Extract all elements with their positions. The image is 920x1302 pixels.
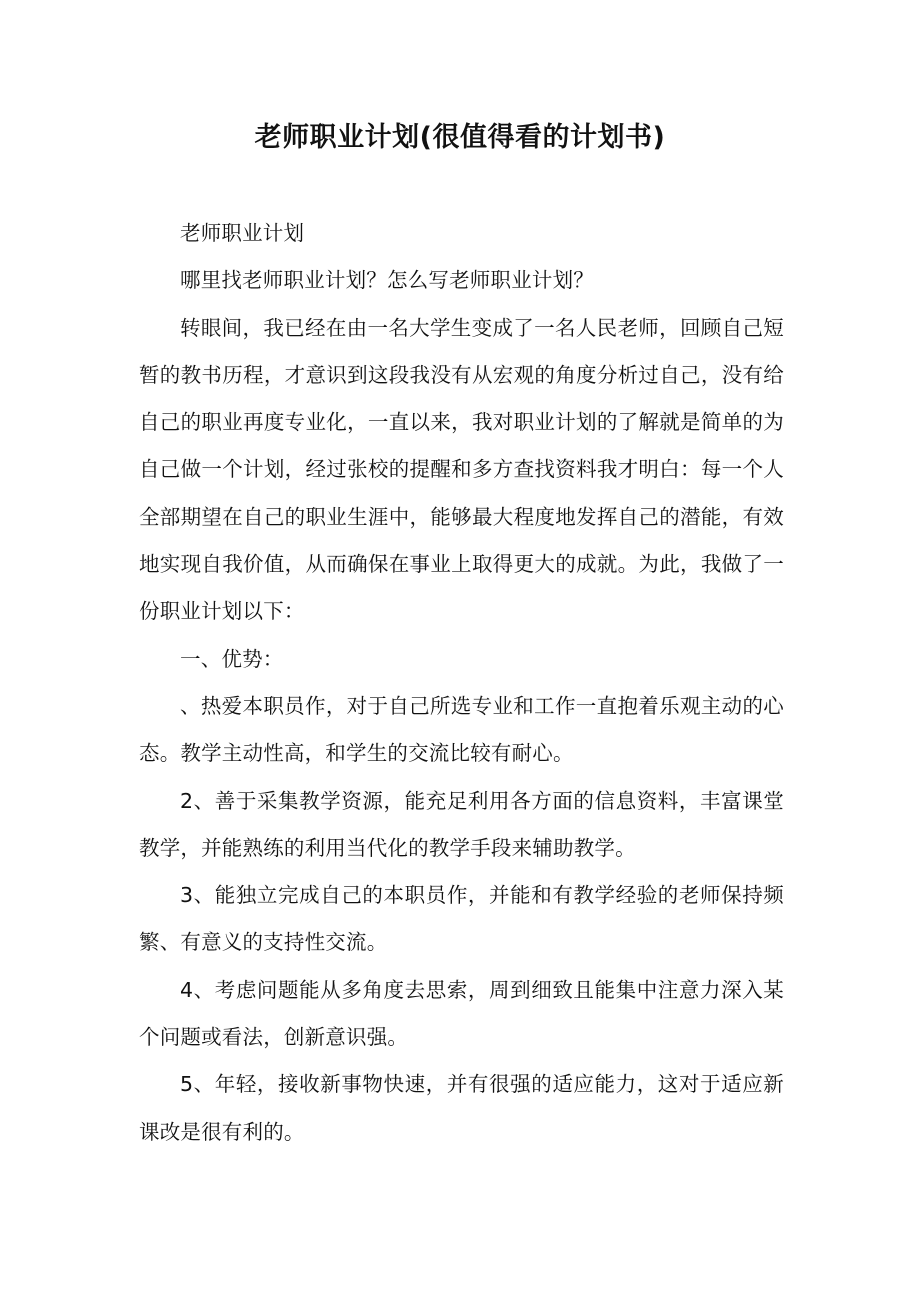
paragraph-subtitle: 老师职业计划 bbox=[180, 221, 305, 245]
list-item-strength-4: 4、考虑问题能从多角度去思索，周到细致且能集中注意力深入某个问题或看法，创新意识强。 bbox=[139, 977, 784, 1050]
paragraph-question: 哪里找老师职业计划？怎么写老师职业计划？ bbox=[180, 268, 594, 293]
paragraph-intro: 转眼间，我已经在由一名大学生变成了一名人民老师，回顾自己短暂的教书历程，才意识到这段我没有从宏观的角度分析过自己，没有给自己的职业再度专业化，一直以来，我对职业计划的了解就是简单的为自己做一个计划，经过张校的提醒和多方查找资料我才明白：每一个人全部期望在自己的职业生涯中，能够最大程度地发挥自己的潜能，有效地实现自我价值，从而确保在事业上取得更大的成就。为此，我做了一份职业计划以下： bbox=[139, 315, 784, 624]
list-item-strength-3: 3、能独立完成自己的本职员作，并能和有教学经验的老师保持频繁、有意义的支持性交流。 bbox=[139, 883, 784, 955]
list-item-strength-5: 5、年轻，接收新事物快速，并有很强的适应能力，这对于适应新课改是很有利的。 bbox=[139, 1072, 784, 1144]
section-heading-strengths: 一、优势： bbox=[180, 646, 284, 671]
list-item-strength-2: 2、善于采集教学资源，能充足利用各方面的信息资料，丰富课堂教学，并能熟练的利用当代化的教学手段来辅助教学。 bbox=[139, 788, 784, 860]
document-title: 老师职业计划(很值得看的计划书) bbox=[254, 122, 666, 153]
list-item-strength-1: 、热爱本职员作，对于自己所选专业和工作一直抱着乐观主动的心态。教学主动性高，和学生的交流比较有耐心。 bbox=[139, 693, 784, 766]
document-body bbox=[139, 210, 784, 1156]
